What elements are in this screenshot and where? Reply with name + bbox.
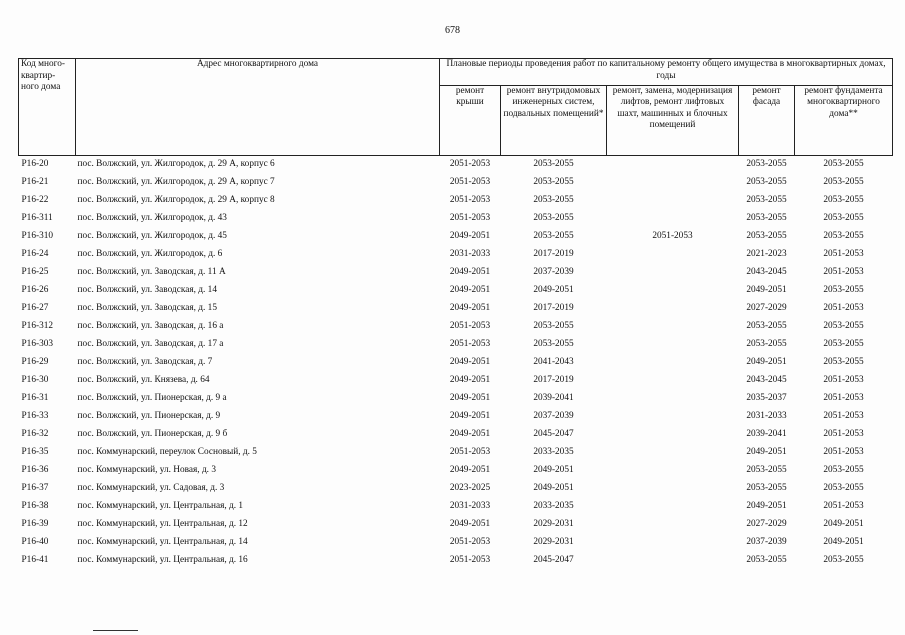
cell-house-code: P16-37 xyxy=(21,483,49,494)
cell-roof-repair: 2051-2053 xyxy=(449,339,491,350)
cell-facade: 2049-2051 xyxy=(746,501,787,512)
cell-foundation: 2053-2055 xyxy=(823,321,864,332)
table-body xyxy=(19,156,893,571)
cell-house-code: P16-22 xyxy=(21,195,49,206)
cell-foundation: 2049-2051 xyxy=(823,537,864,548)
cell-address: пос. Волжский, ул. Князева, д. 64 xyxy=(77,375,210,386)
cell-roof-repair: 2051-2053 xyxy=(449,159,491,170)
table-row xyxy=(19,336,893,354)
cell-elevators xyxy=(607,462,739,480)
cell-foundation: 2053-2055 xyxy=(823,339,864,350)
footnote-rule xyxy=(93,630,138,631)
cell-engineering-systems: 2049-2051 xyxy=(533,483,574,494)
cell-facade: 2027-2029 xyxy=(746,519,787,530)
cell-roof-repair: 2049-2051 xyxy=(449,285,491,296)
cell-address: пос. Волжский, ул. Заводская, д. 17 а xyxy=(77,339,224,350)
cell-address: пос. Волжский, ул. Пионерская, д. 9 б xyxy=(77,429,228,440)
cell-roof-repair: 2049-2051 xyxy=(449,429,491,440)
cell-foundation: 2051-2053 xyxy=(823,411,864,422)
cell-address: пос. Волжский, ул. Заводская, д. 11 А xyxy=(77,267,226,278)
cell-roof-repair: 2049-2051 xyxy=(449,267,491,278)
cell-roof-repair: 2051-2053 xyxy=(449,213,491,224)
cell-foundation: 2053-2055 xyxy=(823,231,864,242)
cell-engineering-systems: 2053-2055 xyxy=(533,195,574,206)
cell-house-code: P16-35 xyxy=(21,447,49,458)
cell-roof-repair: 2051-2053 xyxy=(449,447,491,458)
cell-facade: 2053-2055 xyxy=(746,555,787,566)
cell-elevators xyxy=(607,246,739,264)
cell-facade: 2035-2037 xyxy=(746,393,787,404)
cell-engineering-systems: 2053-2055 xyxy=(533,213,574,224)
cell-roof-repair: 2049-2051 xyxy=(449,465,491,476)
cell-facade: 2037-2039 xyxy=(746,537,787,548)
cell-foundation: 2053-2055 xyxy=(823,555,864,566)
cell-engineering-systems: 2045-2047 xyxy=(533,429,574,440)
cell-elevators xyxy=(607,498,739,516)
cell-address: пос. Волжский, ул. Жилгородок, д. 43 xyxy=(77,213,227,224)
cell-roof-repair: 2049-2051 xyxy=(449,411,491,422)
cell-house-code: P16-38 xyxy=(21,501,49,512)
cell-house-code: P16-310 xyxy=(21,231,54,242)
cell-foundation: 2053-2055 xyxy=(823,465,864,476)
cell-address: пос. Коммунарский, ул. Центральная, д. 1 xyxy=(77,501,244,512)
cell-foundation: 2053-2055 xyxy=(823,483,864,494)
cell-address: пос. Коммунарский, ул. Новая, д. 3 xyxy=(77,465,216,476)
cell-facade: 2053-2055 xyxy=(746,483,787,494)
cell-facade: 2053-2055 xyxy=(746,195,787,206)
table-row xyxy=(19,174,893,192)
cell-house-code: P16-312 xyxy=(21,321,54,332)
cell-address: пос. Волжский, ул. Пионерская, д. 9 а xyxy=(77,393,227,404)
cell-facade: 2053-2055 xyxy=(746,231,787,242)
cell-roof-repair: 2023-2025 xyxy=(449,483,491,494)
cell-roof-repair: 2051-2053 xyxy=(449,537,491,548)
cell-facade: 2039-2041 xyxy=(746,429,787,440)
table-row xyxy=(19,516,893,534)
cell-elevators xyxy=(607,264,739,282)
cell-address: пос. Волжский, ул. Пионерская, д. 9 xyxy=(77,411,221,422)
table-row xyxy=(19,444,893,462)
cell-foundation: 2051-2053 xyxy=(823,501,864,512)
header-facade: ремонт фасада xyxy=(739,85,795,155)
table-row xyxy=(19,390,893,408)
cell-house-code: P16-25 xyxy=(21,267,49,278)
cell-roof-repair: 2049-2051 xyxy=(449,393,491,404)
cell-address: пос. Волжский, ул. Жилгородок, д. 29 А, корпус 7 xyxy=(77,177,275,188)
cell-elevators xyxy=(607,282,739,300)
cell-engineering-systems: 2017-2019 xyxy=(533,375,574,386)
table-row xyxy=(19,552,893,570)
cell-engineering-systems: 2053-2055 xyxy=(533,339,574,350)
cell-roof-repair: 2031-2033 xyxy=(449,249,491,260)
cell-house-code: P16-32 xyxy=(21,429,49,440)
cell-elevators xyxy=(607,552,739,570)
cell-elevators xyxy=(607,300,739,318)
table-row xyxy=(19,408,893,426)
cell-house-code: P16-20 xyxy=(21,159,49,170)
table-row xyxy=(19,264,893,282)
cell-address: пос. Волжский, ул. Заводская, д. 7 xyxy=(77,357,213,368)
cell-address: пос. Волжский, ул. Заводская, д. 14 xyxy=(77,285,217,296)
cell-elevators xyxy=(607,318,739,336)
cell-house-code: P16-27 xyxy=(21,303,49,314)
cell-elevators xyxy=(607,156,739,175)
cell-foundation: 2051-2053 xyxy=(823,267,864,278)
cell-roof-repair: 2049-2051 xyxy=(449,303,491,314)
table-row xyxy=(19,354,893,372)
cell-engineering-systems: 2029-2031 xyxy=(533,519,574,530)
cell-engineering-systems: 2017-2019 xyxy=(533,249,574,260)
cell-engineering-systems: 2053-2055 xyxy=(533,159,574,170)
cell-elevators: 2051-2053 xyxy=(652,231,693,242)
cell-facade: 2049-2051 xyxy=(746,357,787,368)
table-row xyxy=(19,246,893,264)
table-row xyxy=(19,192,893,210)
cell-house-code: P16-303 xyxy=(21,339,54,350)
cell-house-code: P16-40 xyxy=(21,537,49,548)
cell-foundation: 2051-2053 xyxy=(823,249,864,260)
cell-facade: 2043-2045 xyxy=(746,267,787,278)
cell-roof-repair: 2051-2053 xyxy=(449,177,491,188)
table-row xyxy=(19,462,893,480)
cell-address: пос. Волжский, ул. Жилгородок, д. 29 А, корпус 6 xyxy=(77,159,275,170)
cell-roof-repair: 2049-2051 xyxy=(449,375,491,386)
cell-engineering-systems: 2053-2055 xyxy=(533,231,574,242)
cell-house-code: P16-21 xyxy=(21,177,49,188)
cell-elevators xyxy=(607,210,739,228)
cell-facade: 2053-2055 xyxy=(746,177,787,188)
cell-engineering-systems: 2039-2041 xyxy=(533,393,574,404)
cell-elevators xyxy=(607,444,739,462)
cell-roof-repair: 2049-2051 xyxy=(449,357,491,368)
cell-foundation: 2053-2055 xyxy=(823,195,864,206)
cell-elevators xyxy=(607,372,739,390)
cell-house-code: P16-39 xyxy=(21,519,49,530)
table-row xyxy=(19,480,893,498)
cell-facade: 2043-2045 xyxy=(746,375,787,386)
cell-house-code: P16-29 xyxy=(21,357,49,368)
header-address: Адрес многоквартирного дома xyxy=(76,59,440,156)
cell-roof-repair: 2049-2051 xyxy=(449,231,491,242)
cell-house-code: P16-36 xyxy=(21,465,49,476)
cell-facade: 2053-2055 xyxy=(746,321,787,332)
cell-elevators xyxy=(607,192,739,210)
cell-foundation: 2053-2055 xyxy=(823,285,864,296)
repair-schedule-table xyxy=(18,58,893,570)
cell-foundation: 2049-2051 xyxy=(823,519,864,530)
cell-engineering-systems: 2053-2055 xyxy=(533,177,574,188)
cell-engineering-systems: 2033-2035 xyxy=(533,447,574,458)
cell-house-code: P16-33 xyxy=(21,411,49,422)
cell-address: пос. Коммунарский, переулок Сосновый, д. 5 xyxy=(77,447,257,458)
table-row xyxy=(19,318,893,336)
cell-elevators xyxy=(607,426,739,444)
cell-roof-repair: 2051-2053 xyxy=(449,555,491,566)
cell-roof-repair: 2049-2051 xyxy=(449,519,491,530)
cell-address: пос. Коммунарский, ул. Садовая, д. 3 xyxy=(77,483,225,494)
cell-engineering-systems: 2041-2043 xyxy=(533,357,574,368)
cell-foundation: 2051-2053 xyxy=(823,303,864,314)
cell-elevators xyxy=(607,480,739,498)
header-planned-periods: Плановые периоды проведения работ по капитальному ремонту общего имущества в многоквартирных домах, годы xyxy=(440,59,893,86)
cell-house-code: P16-41 xyxy=(21,555,49,566)
cell-facade: 2049-2051 xyxy=(746,285,787,296)
cell-elevators xyxy=(607,390,739,408)
cell-foundation: 2053-2055 xyxy=(823,213,864,224)
page-number: 678 xyxy=(445,25,460,36)
cell-address: пос. Волжский, ул. Заводская, д. 15 xyxy=(77,303,217,314)
cell-foundation: 2051-2053 xyxy=(823,429,864,440)
cell-address: пос. Коммунарский, ул. Центральная, д. 16 xyxy=(77,555,248,566)
table-row xyxy=(19,228,893,246)
header-roof-repair: ремонт крыши xyxy=(440,85,501,155)
cell-facade: 2053-2055 xyxy=(746,213,787,224)
cell-roof-repair: 2051-2053 xyxy=(449,321,491,332)
table-row xyxy=(19,210,893,228)
cell-foundation: 2053-2055 xyxy=(823,159,864,170)
cell-engineering-systems: 2017-2019 xyxy=(533,303,574,314)
cell-facade: 2049-2051 xyxy=(746,447,787,458)
cell-address: пос. Волжский, ул. Жилгородок, д. 29 А, корпус 8 xyxy=(77,195,275,206)
cell-engineering-systems: 2037-2039 xyxy=(533,267,574,278)
cell-foundation: 2053-2055 xyxy=(823,177,864,188)
header-elevators: ремонт, замена, модернизация лифтов, ремонт лифтовых шахт, машинных и блочных помещений xyxy=(607,85,739,155)
cell-engineering-systems: 2049-2051 xyxy=(533,285,574,296)
cell-elevators xyxy=(607,174,739,192)
table-row xyxy=(19,372,893,390)
cell-house-code: P16-31 xyxy=(21,393,49,404)
cell-engineering-systems: 2045-2047 xyxy=(533,555,574,566)
table-row xyxy=(19,498,893,516)
cell-engineering-systems: 2049-2051 xyxy=(533,465,574,476)
cell-house-code: P16-311 xyxy=(21,213,53,224)
table-row xyxy=(19,282,893,300)
cell-house-code: P16-26 xyxy=(21,285,49,296)
cell-house-code: P16-24 xyxy=(21,249,49,260)
cell-foundation: 2053-2055 xyxy=(823,357,864,368)
cell-foundation: 2051-2053 xyxy=(823,447,864,458)
capital-repair-table xyxy=(18,58,892,570)
cell-elevators xyxy=(607,516,739,534)
cell-address: пос. Коммунарский, ул. Центральная, д. 12 xyxy=(77,519,248,530)
cell-address: пос. Коммунарский, ул. Центральная, д. 14 xyxy=(77,537,248,548)
cell-house-code: P16-30 xyxy=(21,375,49,386)
cell-elevators xyxy=(607,354,739,372)
table-row xyxy=(19,426,893,444)
table-row xyxy=(19,534,893,552)
cell-foundation: 2051-2053 xyxy=(823,393,864,404)
header-foundation: ремонт фундамента многоквартирного дома** xyxy=(795,85,893,155)
cell-elevators xyxy=(607,408,739,426)
cell-elevators xyxy=(607,534,739,552)
cell-facade: 2021-2023 xyxy=(746,249,787,260)
table-row xyxy=(19,156,893,175)
table-row xyxy=(19,300,893,318)
header-engineering-systems: ремонт внутридомовых инженерных систем, подвальных помещений* xyxy=(501,85,607,155)
cell-engineering-systems: 2033-2035 xyxy=(533,501,574,512)
cell-facade: 2053-2055 xyxy=(746,465,787,476)
cell-facade: 2053-2055 xyxy=(746,159,787,170)
cell-engineering-systems: 2037-2039 xyxy=(533,411,574,422)
table-header xyxy=(19,59,893,156)
cell-roof-repair: 2051-2053 xyxy=(449,195,491,206)
header-house-code: Код много-квартир-ного дома xyxy=(19,59,76,156)
cell-facade: 2031-2033 xyxy=(746,411,787,422)
cell-address: пос. Волжский, ул. Заводская, д. 16 а xyxy=(77,321,224,332)
cell-engineering-systems: 2053-2055 xyxy=(533,321,574,332)
cell-engineering-systems: 2029-2031 xyxy=(533,537,574,548)
cell-address: пос. Волжский, ул. Жилгородок, д. 45 xyxy=(77,231,227,242)
cell-facade: 2053-2055 xyxy=(746,339,787,350)
cell-roof-repair: 2031-2033 xyxy=(449,501,491,512)
cell-facade: 2027-2029 xyxy=(746,303,787,314)
cell-address: пос. Волжский, ул. Жилгородок, д. 6 xyxy=(77,249,223,260)
cell-elevators xyxy=(607,336,739,354)
cell-foundation: 2051-2053 xyxy=(823,375,864,386)
